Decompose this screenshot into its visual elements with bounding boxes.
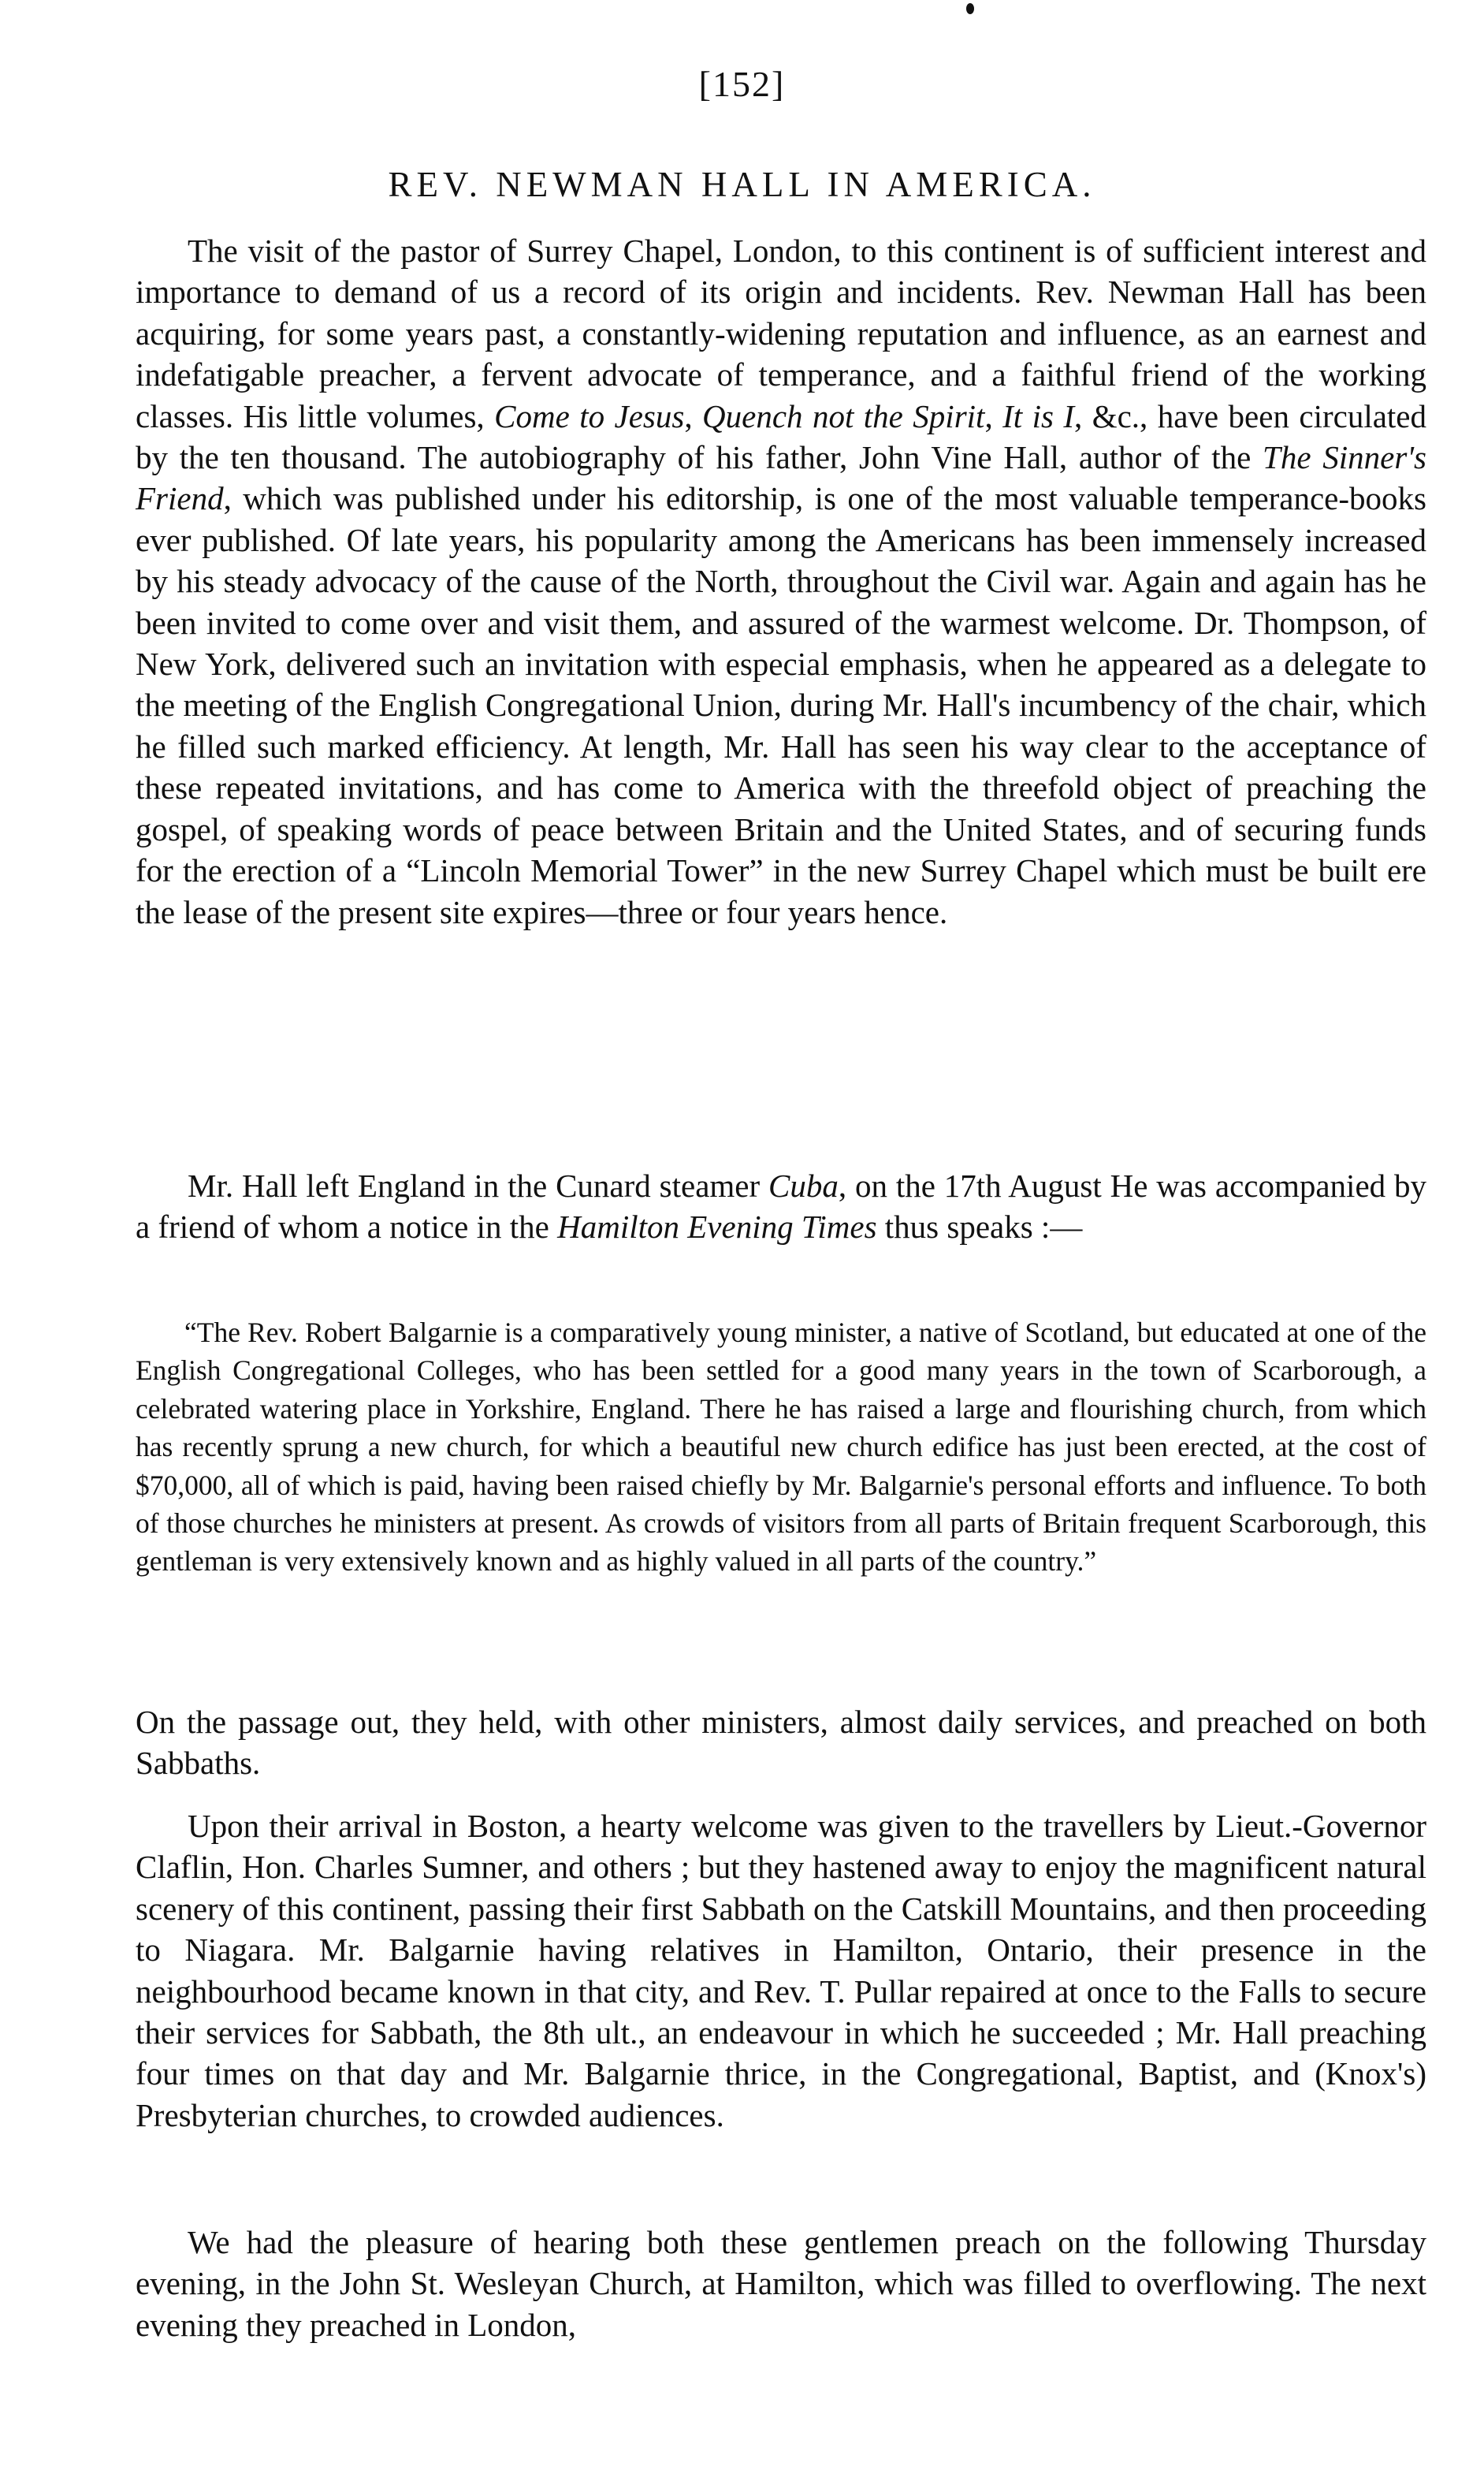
p1-italic-sinners-friend: The Sinner's Friend (136, 439, 1426, 517)
block-quote (136, 1313, 1426, 1581)
p1-italic-quench-not: Quench not the Spirit (702, 397, 985, 434)
p2-text-1: Mr. Hall left England in the Cunard steamer (188, 1168, 768, 1204)
paragraph-4 (136, 1805, 1426, 2136)
p2-italic-cuba: Cuba (768, 1168, 839, 1204)
page-number: [152] (698, 64, 786, 104)
p1-text-2: , (684, 397, 703, 434)
paragraph-2-text (136, 1165, 1426, 1248)
paragraph-5 (136, 2222, 1426, 2345)
p2-text-3: thus speaks :— (876, 1209, 1083, 1246)
block-quote-text: “The Rev. Robert Balgarnie is a comparatively young minister, a native of Scotland, but educated at one of the English Congregational Colleges, who has been settled for a good many years in the town of Scarborough, a celebrated watering place in Yorkshire, England. There he has raised a large and flourishing church, from which has recently sprung a new church, for which a beautiful new church edifice has just been erected, at the cost of $70,000, all of which is paid, having been raised chiefly by Mr. Balgarnie's personal efforts and influence. To both of those churches he ministers at present. As crowds of visitors from all parts of Britain frequent Scarborough, this gentleman is very extensively known and as highly valued in all parts of the country.” (136, 1317, 1426, 1578)
paragraph-2 (136, 1165, 1426, 1248)
paragraph-1 (136, 230, 1426, 933)
paragraph-4-text: Upon their arrival in Boston, a hearty welcome was given to the travellers by Lieut.-Governor Claflin, Hon. Charles Sumner, and others ; but they hastened away to enjoy the magnificent natural scenery of this continent, passing their first Sabbath on the Catskill Mountains, and then proceeding to Niagara. Mr. Balgarnie having relatives in Hamilton, Ontario, their presence in the neighbourhood became known in that city, and Rev. T. Pullar repaired at once to the Falls to secure their services for Sabbath, the 8th ult., an endeavour in which he succeeded ; Mr. Hall preaching four times on that day and Mr. Balgarnie thrice, in the Congregational, Baptist, and (Knox's) Presbyterian churches, to crowded audiences. (136, 1808, 1426, 2133)
paragraph-1-text (136, 230, 1426, 933)
p1-text-5: , which was published under his editorship, is one of the most valuable temperance-books ever published. Of late years, his popularity among the Americans has been immensely increased by his steady advocacy of the cause of the North, throughout the Civil war. Again and again has he been invited to come over and visit them, and assured of the warmest welcome. Dr. Thompson, of New York, delivered such an invitation with especial emphasis, when he appeared as a delegate to the meeting of the English Congregational Union, during Mr. Hall's incumbency of the chair, which he filled such marked efficiency. At length, Mr. Hall has seen his way clear to the acceptance of these repeated invitations, and has come to America with the threefold object of preaching the gospel, of speaking words of peace between Britain and the United States, and of securing funds for the erection of a “Lincoln Memorial Tower” in the new Surrey Chapel which must be built ere the lease of the present site expires—three or four years hence. (136, 480, 1426, 930)
paragraph-3-text: On the passage out, they held, with other ministers, almost daily services, and preached on both Sabbaths. (136, 1704, 1426, 1782)
ink-speck (966, 3, 974, 14)
p1-text-4: , &c., have been circulated by the ten thousand. The autobiography of his father, John Vine Hall, author of the (136, 397, 1426, 476)
p1-italic-it-is-i: It is I (1002, 397, 1075, 434)
paragraph-3 (136, 1701, 1426, 1784)
p1-text-3: , (984, 397, 1003, 434)
article-title: REV. NEWMAN HALL IN AMERICA. (388, 165, 1096, 204)
paragraph-5-text: We had the pleasure of hearing both these gentlemen preach on the following Thursday evening, in the John St. Wesleyan Church, at Hamilton, which was filled to overflowing. The next evening they preached in London, (136, 2224, 1426, 2343)
p1-italic-come-to-jesus: Come to Jesus (494, 397, 685, 434)
p2-text-2: , on the 17th August He was accompanied by a friend of whom a notice in the (136, 1168, 1426, 1246)
p2-italic-hamilton-times: Hamilton Evening Times (557, 1209, 877, 1246)
p1-text-1: The visit of the pastor of Surrey Chapel, London, to this continent is of sufficient interest and importance to demand of us a record of its origin and incidents. Rev. Newman Hall has been acquiring, for some years past, a constantly-widening reputation and influence, as an earnest and indefatigable preacher, a fervent advocate of temperance, and a faithful friend of the working classes. His little volumes, (136, 233, 1426, 434)
